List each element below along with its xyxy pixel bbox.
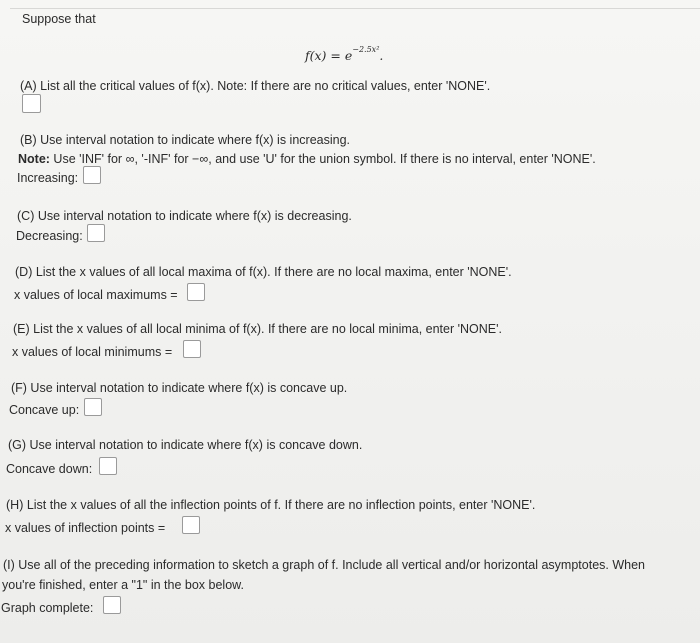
concave-down-input[interactable] [99,457,117,475]
question-i-prompt-line2: you're finished, enter a "1" in the box below. [2,578,244,592]
function-formula [305,45,383,64]
inflection-points-input[interactable] [182,516,200,534]
note-bold-label: Note: [18,152,50,166]
question-d-prompt: (D) List the x values of all local maxima of f(x). If there are no local maxima, enter 'NONE'. [15,265,512,279]
concave-up-label: Concave up: [9,403,80,417]
top-divider [10,8,700,9]
question-e-prompt: (E) List the x values of all local minima of f(x). If there are no local minima, enter 'NONE'. [13,322,502,336]
local-maximums-input[interactable] [187,283,205,301]
graph-complete-input[interactable] [103,596,121,614]
increasing-input[interactable] [83,166,101,184]
inflection-points-label: x values of inflection points = [5,521,166,535]
question-a-prompt: (A) List all the critical values of f(x). Note: If there are no critical values, enter 'NONE'. [20,79,491,93]
note-text: Use 'INF' for ∞, '-INF' for −∞, and use 'U' for the union symbol. If there is no interval, enter 'NONE'. [49,152,596,166]
question-b-note [18,151,596,167]
decreasing-input[interactable] [87,224,105,242]
concave-down-label: Concave down: [6,462,93,476]
local-minimums-input[interactable] [183,340,201,358]
formula-exponent: −2.5x² [352,45,380,54]
concave-up-input[interactable] [84,398,102,416]
answer-a-input[interactable] [22,94,41,113]
intro-text: Suppose that [22,12,96,26]
graph-complete-label: Graph complete: [1,601,94,615]
question-c-prompt: (C) Use interval notation to indicate where f(x) is decreasing. [17,209,352,223]
question-f-prompt: (F) Use interval notation to indicate where f(x) is concave up. [11,381,348,395]
local-maximums-label: x values of local maximums = [14,288,178,302]
formula-tail: . [379,48,384,64]
question-b-prompt: (B) Use interval notation to indicate where f(x) is increasing. [20,133,351,147]
local-minimums-label: x values of local minimums = [12,345,173,359]
question-g-prompt: (G) Use interval notation to indicate where f(x) is concave down. [8,438,363,452]
question-h-prompt: (H) List the x values of all the inflection points of f. If there are no inflection points, enter 'NONE'. [6,498,536,512]
formula-lhs: f(x) = e [305,48,353,64]
decreasing-label: Decreasing: [16,229,83,243]
question-i-prompt-line1: (I) Use all of the preceding information to sketch a graph of f. Include all vertical and/or horizontal asymptotes. When [3,558,645,572]
increasing-label: Increasing: [17,171,79,185]
